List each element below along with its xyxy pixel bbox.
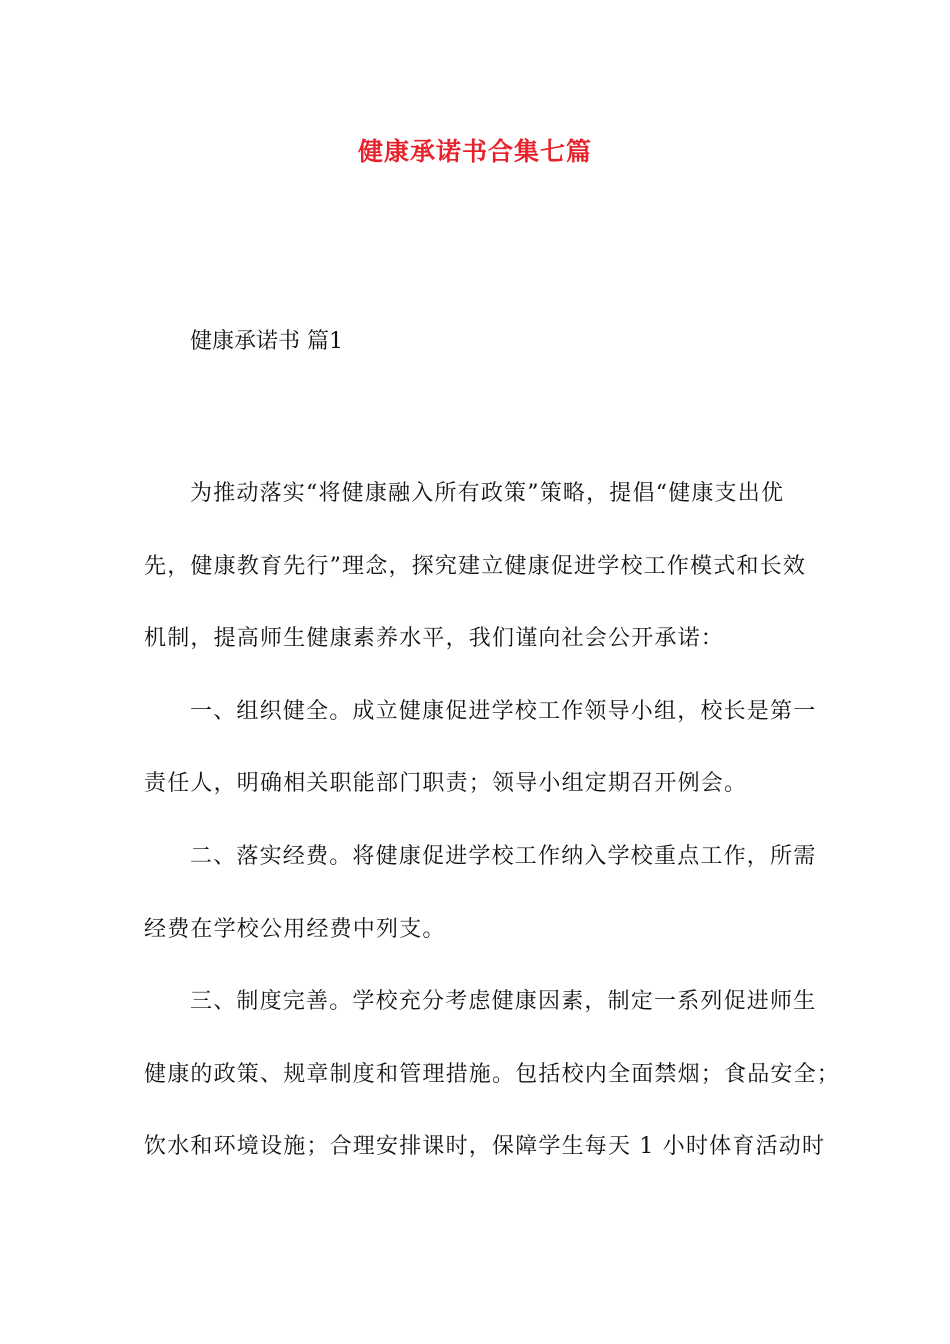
paragraph-line: 经费在学校公用经费中列支。: [144, 916, 446, 942]
paragraph-line: 为推动落实“将健康融入所有政策”策略，提倡“健康支出优: [190, 481, 785, 506]
paragraph-line: 一、组织健全。成立健康促进学校工作领导小组，校长是第一: [190, 698, 817, 724]
paragraph-line: 饮水和环境设施；合理安排课时，保障学生每天 1 小时体育活动时: [144, 1134, 826, 1160]
paragraph-line: 二、落实经费。将健康促进学校工作纳入学校重点工作，所需: [190, 843, 817, 869]
section-heading: 健康承诺书 篇1: [190, 329, 343, 354]
body-text: [144, 472, 841, 1198]
paragraph-line: 先，健康教育先行”理念，探究建立健康促进学校工作模式和长效: [144, 553, 807, 579]
paragraph-line: 三、制度完善。学校充分考虑健康因素，制定一系列促进师生: [190, 989, 817, 1015]
paragraph-line: 责任人，明确相关职能部门职责；领导小组定期召开例会。: [144, 771, 748, 797]
paragraph-line: 健康的政策、规章制度和管理措施。包括校内全面禁烟；食品安全；: [144, 1061, 841, 1087]
paragraph-line: 机制，提高师生健康素养水平，我们谨向社会公开承诺：: [144, 626, 725, 652]
document-title: 健康承诺书合集七篇: [357, 137, 592, 166]
